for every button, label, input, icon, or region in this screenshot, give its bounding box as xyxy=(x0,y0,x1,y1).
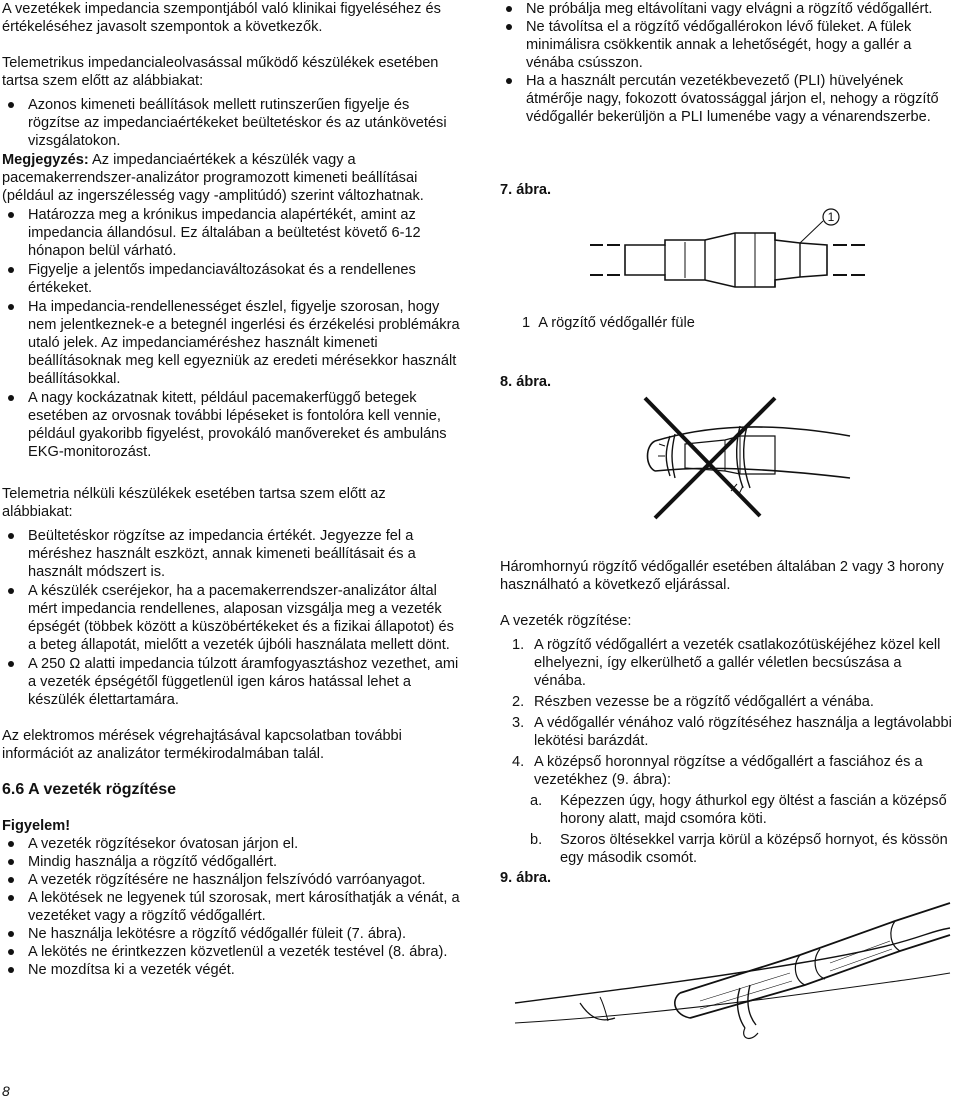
list-item: Beültetéskor rögzítse az impedancia értékét. Jegyezze fel a méréshez használt eszközt, annak kimeneti beállításait és a használt módszert is. xyxy=(2,527,460,581)
telemetry-list xyxy=(2,96,460,461)
list-item: Ne mozdítsa ki a vezeték végét. xyxy=(2,961,460,979)
list-item: Mindig használja a rögzítő védőgallért. xyxy=(2,853,460,871)
list-item: A vezeték rögzítésére ne használjon felszívódó varróanyagot. xyxy=(2,871,460,889)
figure-9-suture-illustration xyxy=(500,893,955,1063)
no-telemetry-intro: Telemetria nélküli készülékek esetében tartsa szem előtt az alábbiakat: xyxy=(2,486,386,520)
list-item: Ha impedancia-rendellenességet észlel, figyelje szorosan, hogy nem jelentkeznek-e a betegnél ingerlési és érzékelési problémákra utaló jelek. Az impedanciaméréshez használt kimeneti beállításoknak meg kell egyezniük az eredeti mérésekkor használt beállításokkal. xyxy=(2,298,460,388)
list-item: A nagy kockázatnak kitett, például pacemakerfüggő betegek esetében az orvosnak további lépéseket is fontolóra kell vennie, például gyakoribb figyelést, provokáló manővereket és ambuláns EKG-monitorozást. xyxy=(2,389,460,461)
page-number: 8 xyxy=(2,1083,10,1099)
list-item: 2. Részben vezesse be a rögzítő védőgallért a vénába. xyxy=(512,694,874,710)
list-item: A lekötés ne érintkezzen közvetlenül a vezeték testével (8. ábra). xyxy=(2,943,460,961)
list-item: 4. A középső horonnyal rögzítse a védőgallért a fasciához és a vezetékhez (9. ábra): a. Képezzen úgy, hogy áthurkol egy öltést a fascián a középső horony alatt, majd csomóra köti. b. Szoros öltésekkel varrja körül a középső hornyot, és kössön egy második csomót. xyxy=(500,753,955,867)
fixing-substeps xyxy=(526,792,955,867)
fixing-title: A vezeték rögzítése: xyxy=(500,613,632,629)
telemetry-intro: Telemetrikus impedancialeolvasással működő készülékek esetében tartsa szem előtt az alábbiakat: xyxy=(2,55,439,89)
list-item: 3. A védőgallér vénához való rögzítéséhez használja a legtávolabbi lekötési barázdát. xyxy=(512,715,952,749)
list-item: Ha a használt percután vezetékbevezető (PLI) hüvelyének átmérője nagy, fokozott óvatossággal járjon el, nehogy a rögzítő védőgallér bekerüljön a PLI lumenébe vagy a vénarendszerbe. xyxy=(500,72,955,126)
warning-label: Figyelem! xyxy=(2,818,71,834)
left-column xyxy=(2,0,460,979)
legend-number: 1 xyxy=(522,315,531,331)
list-item: A vezeték rögzítésekor óvatosan járjon el. xyxy=(2,835,460,853)
list-item: b. Szoros öltésekkel varrja körül a középső hornyot, és kössön egy második csomót. xyxy=(530,832,948,866)
list-item: A lekötések ne legyenek túl szorosak, mert károsíthatják a vénát, a vezetéket vagy a rögzítő védőgallért. xyxy=(2,889,460,925)
legend-text: A rögzítő védőgallér füle xyxy=(538,315,695,331)
no-telemetry-list xyxy=(2,527,460,709)
figure-7-title: 7. ábra. xyxy=(500,182,552,198)
list-item: Azonos kimeneti beállítások mellett rutinszerűen figyelje és rögzítse az impedanciaértékeket beültetéskor és az utánkövetési vizsgálatokon. xyxy=(2,96,460,150)
list-item: Ne használja lekötésre a rögzítő védőgallér füleit (7. ábra). xyxy=(2,925,460,943)
fixing-steps xyxy=(500,636,955,867)
list-item: Ne távolítsa el a rögzítő védőgallérokon lévő füleket. A fülek minimálisra csökkentik annak a lehetőségét, hogy a gallér a vénába csússzon. xyxy=(500,18,955,72)
figure-8-title: 8. ábra. xyxy=(500,374,552,390)
note-item xyxy=(2,151,460,205)
right-column xyxy=(500,0,955,126)
list-item: Figyelje a jelentős impedanciaváltozásokat és a rendellenes értékeket. xyxy=(2,261,460,297)
warning-continued-list xyxy=(500,0,955,126)
figure-8-incorrect-ligature-illustration xyxy=(615,396,855,521)
three-groove-paragraph: Háromhornyú rögzítő védőgallér esetében általában 2 vagy 3 horony használható a következő eljárással. xyxy=(500,559,944,593)
list-item: Ne próbálja meg eltávolítani vagy elvágni a rögzítő védőgallért. xyxy=(500,0,955,18)
list-item: a. Képezzen úgy, hogy áthurkol egy öltést a fascián a középső horony alatt, majd csomóra köti. xyxy=(530,793,947,827)
figure-7-collar-illustration xyxy=(585,205,885,295)
figure-9-title: 9. ábra. xyxy=(500,870,552,886)
list-item: A 250 Ω alatti impedancia túlzott áramfogyasztáshoz vezethet, ami a vezeték épségétől függetlenül igen káros hatással lehet a készülék élettartamára. xyxy=(2,655,460,709)
figure-7-legend xyxy=(522,314,695,332)
note-text: Az impedanciaértékek a készülék vagy a pacemakerrendszer-analizátor programozott kimeneti beállításai (például az ingerszélesség vagy -amplitúdó) szerint változhatnak. xyxy=(2,152,424,204)
list-item: Határozza meg a krónikus impedancia alapértékét, amint az impedancia állandósul. Ez általában a beültetést követő 6-12 hónapon belül várható. xyxy=(2,206,460,260)
right-column-lower xyxy=(500,558,955,867)
note-label: Megjegyzés: xyxy=(2,152,89,168)
intro-paragraph: A vezetékek impedancia szempontjából való klinikai figyeléséhez és értékeléséhez javasolt szempontok a következők. xyxy=(2,1,441,35)
electrical-measurements-paragraph: Az elektromos mérések végrehajtásával kapcsolatban további információt az analizátor termékirodalmában talál. xyxy=(2,728,402,762)
list-item: 1. A rögzítő védőgallért a vezeték csatlakozótüskéjéhez közel kell elhelyezni, így elkerülhető a gallér véletlen becsúszása a vénába. xyxy=(512,637,941,689)
figure-7-callout-number: 1 xyxy=(827,210,835,224)
warning-list xyxy=(2,835,460,979)
list-item: A készülék cseréjekor, ha a pacemakerrendszer-analizátor által mért impedancia rendellenes, alaposan vizsgálja meg a vezeték épségét (többek között a küszöbértékeket és a fizikai állapotot) és a beteg állapotát, mielőtt a vezeték újbóli használata mellett dönt. xyxy=(2,582,460,654)
section-title: 6.6 A vezeték rögzítése xyxy=(2,781,177,798)
